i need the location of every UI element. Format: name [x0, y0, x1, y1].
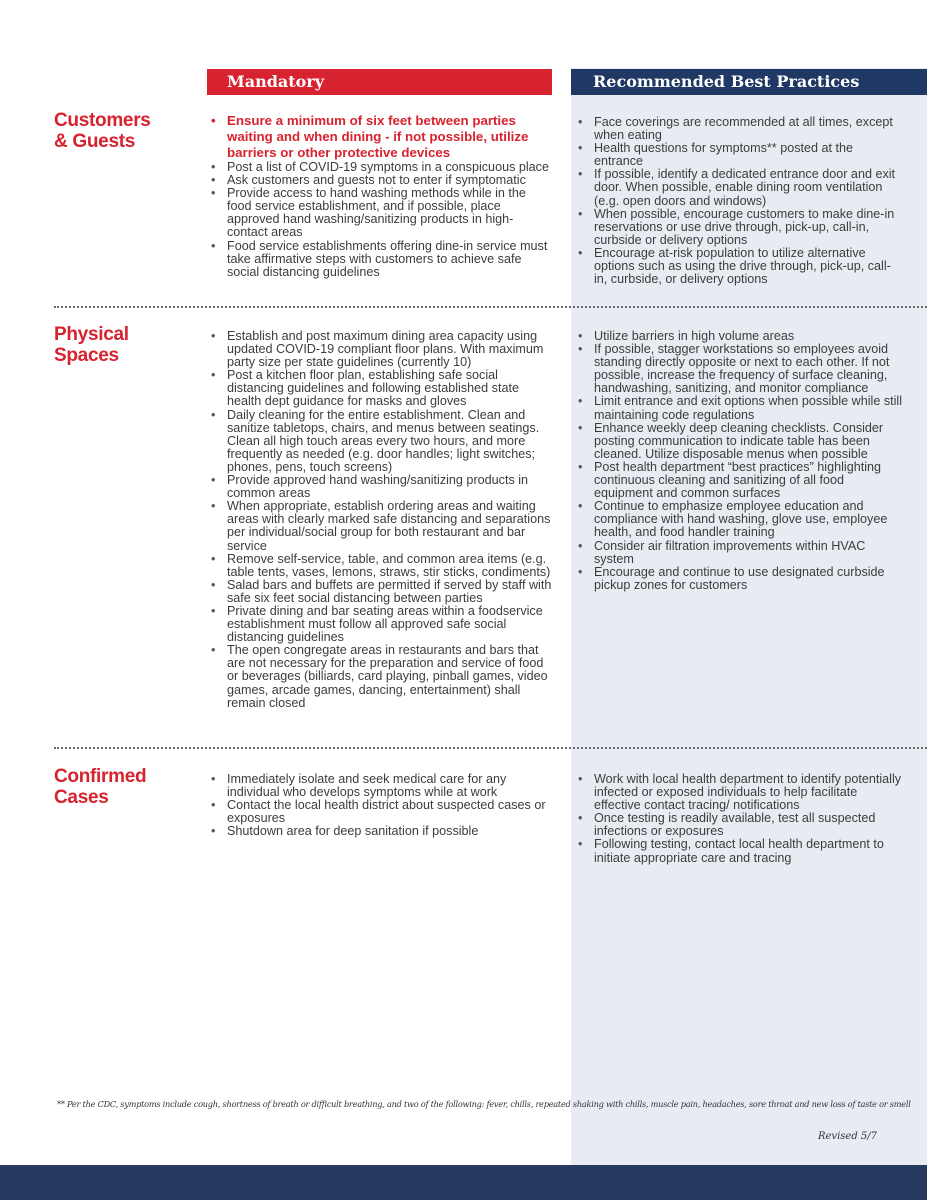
section-title-line: Customers: [54, 110, 151, 131]
list-item: • Post a list of COVID-19 symptoms in a conspicuous place: [207, 161, 552, 174]
section-title-line: & Guests: [54, 131, 136, 152]
list-item: • Food service establishments offering dine-in service must take affirmative steps with customers to achieve safe social distancing guidelines: [207, 240, 552, 279]
list-item: • When possible, encourage customers to make dine-in reservations or use drive through, pick-up, call-in, curbside or delivery options: [574, 208, 904, 247]
list-item: • Work with local health department to identify potentially infected or exposed individuals to help facilitate effective contact tracing/ notifications: [574, 773, 904, 812]
recommended-list-customers: [574, 116, 904, 286]
list-item: • Post health department “best practices” highlighting continuous cleaning and sanitizing of all food equipment and common surfaces: [574, 461, 904, 500]
list-item: • Utilize barriers in high volume areas: [574, 330, 904, 343]
revised-date: Revised 5/7: [817, 1131, 877, 1142]
list-item: • Salad bars and buffets are permitted if served by staff with safe six feet social distancing between parties: [207, 579, 552, 605]
list-item: • Private dining and bar seating areas within a foodservice establishment must follow all approved safe social distancing guidelines: [207, 605, 552, 644]
section-title-line: Physical: [54, 324, 129, 345]
section-title-line: Spaces: [54, 345, 119, 366]
section-title-customers-guests: [54, 110, 151, 152]
mandatory-list-confirmed: [207, 773, 552, 838]
list-item: • Provide access to hand washing methods while in the food service establishment, and if possible, place approved hand washing/sanitizing products in high-contact areas: [207, 187, 552, 239]
list-item: • If possible, identify a dedicated entrance door and exit door. When possible, enable dining room ventilation (e.g. open doors and windows): [574, 168, 904, 207]
list-item: • Daily cleaning for the entire establishment. Clean and sanitize tabletops, chairs, and menus between seatings. Clean all high touch areas every two hours, and more frequently as needed (e.g. door handles; light switches; phones, pens, touch screens): [207, 409, 552, 474]
section-title-confirmed-cases: [54, 766, 146, 808]
list-item: • Limit entrance and exit options when possible while still maintaining code regulations: [574, 395, 904, 421]
list-item: • Health questions for symptoms** posted at the entrance: [574, 142, 904, 168]
list-item: • Post a kitchen floor plan, establishing safe social distancing guidelines and following established state health dept guidance for masks and gloves: [207, 369, 552, 408]
mandatory-list-customers: [207, 113, 552, 279]
list-item: • Continue to emphasize employee education and compliance with hand washing, glove use, employee health, and food handler training: [574, 500, 904, 539]
list-item: • Contact the local health district about suspected cases or exposures: [207, 799, 552, 825]
list-item: • When appropriate, establish ordering areas and waiting areas with clearly marked safe distancing and separations per individual/social group for both restaurant and bar service: [207, 500, 552, 552]
list-item: • If possible, stagger workstations so employees avoid standing directly opposite or next to each other. If not possible, increase the frequency of surface cleaning, handwashing, sanitizing, and monitor compliance: [574, 343, 904, 395]
list-item: • Ask customers and guests not to enter if symptomatic: [207, 174, 552, 187]
list-item: • Establish and post maximum dining area capacity using updated COVID-19 compliant floor plans. With maximum party size per state guidelines (currently 10): [207, 330, 552, 369]
list-item: • Immediately isolate and seek medical care for any individual who develops symptoms while at work: [207, 773, 552, 799]
list-item: • Following testing, contact local health department to initiate appropriate care and tracing: [574, 838, 904, 864]
list-item: • Once testing is readily available, test all suspected infections or exposures: [574, 812, 904, 838]
list-item: • Shutdown area for deep sanitation if possible: [207, 825, 552, 838]
list-item: • Encourage at-risk population to utilize alternative options such as using the drive through, pick-up, call-in, curbside, or delivery options: [574, 247, 904, 286]
list-item: • Ensure a minimum of six feet between parties waiting and when dining - if not possible, utilize barriers or other protective devices: [207, 113, 552, 161]
recommended-header: Recommended Best Practices: [571, 69, 927, 95]
list-item: • Provide approved hand washing/sanitizing products in common areas: [207, 474, 552, 500]
list-item: • Enhance weekly deep cleaning checklists. Consider posting communication to indicate table has been cleaned. Utilize disposable menus when possible: [574, 422, 904, 461]
mandatory-list-physical: [207, 330, 552, 710]
section-title-physical-spaces: [54, 324, 129, 366]
recommended-list-physical: [574, 330, 904, 592]
mandatory-header: Mandatory: [207, 69, 552, 95]
section-title-line: Confirmed: [54, 766, 147, 787]
footnote: ** Per the CDC, symptoms include cough, shortness of breath or difficult breathing, and two of the following: fever, chills, repeated shaking with chills, muscle pain, headaches, sore throat and new loss of taste or smell: [57, 1099, 911, 1109]
footer-bar: [0, 1165, 927, 1200]
list-item: • Face coverings are recommended at all times, except when eating: [574, 116, 904, 142]
list-item: • Consider air filtration improvements within HVAC system: [574, 540, 904, 566]
section-divider: [54, 306, 927, 308]
list-item: • Remove self-service, table, and common area items (e.g. table tents, vases, lemons, straws, stir sticks, condiments): [207, 553, 552, 579]
recommended-list-confirmed: [574, 773, 904, 865]
section-title-line: Cases: [54, 787, 109, 808]
list-item: • The open congregate areas in restaurants and bars that are not necessary for the preparation and service of food or beverages (billiards, card playing, pinball games, video games, arcade games, dancing, entertainment) shall remain closed: [207, 644, 552, 709]
section-divider: [54, 747, 927, 749]
list-item: • Encourage and continue to use designated curbside pickup zones for customers: [574, 566, 904, 592]
